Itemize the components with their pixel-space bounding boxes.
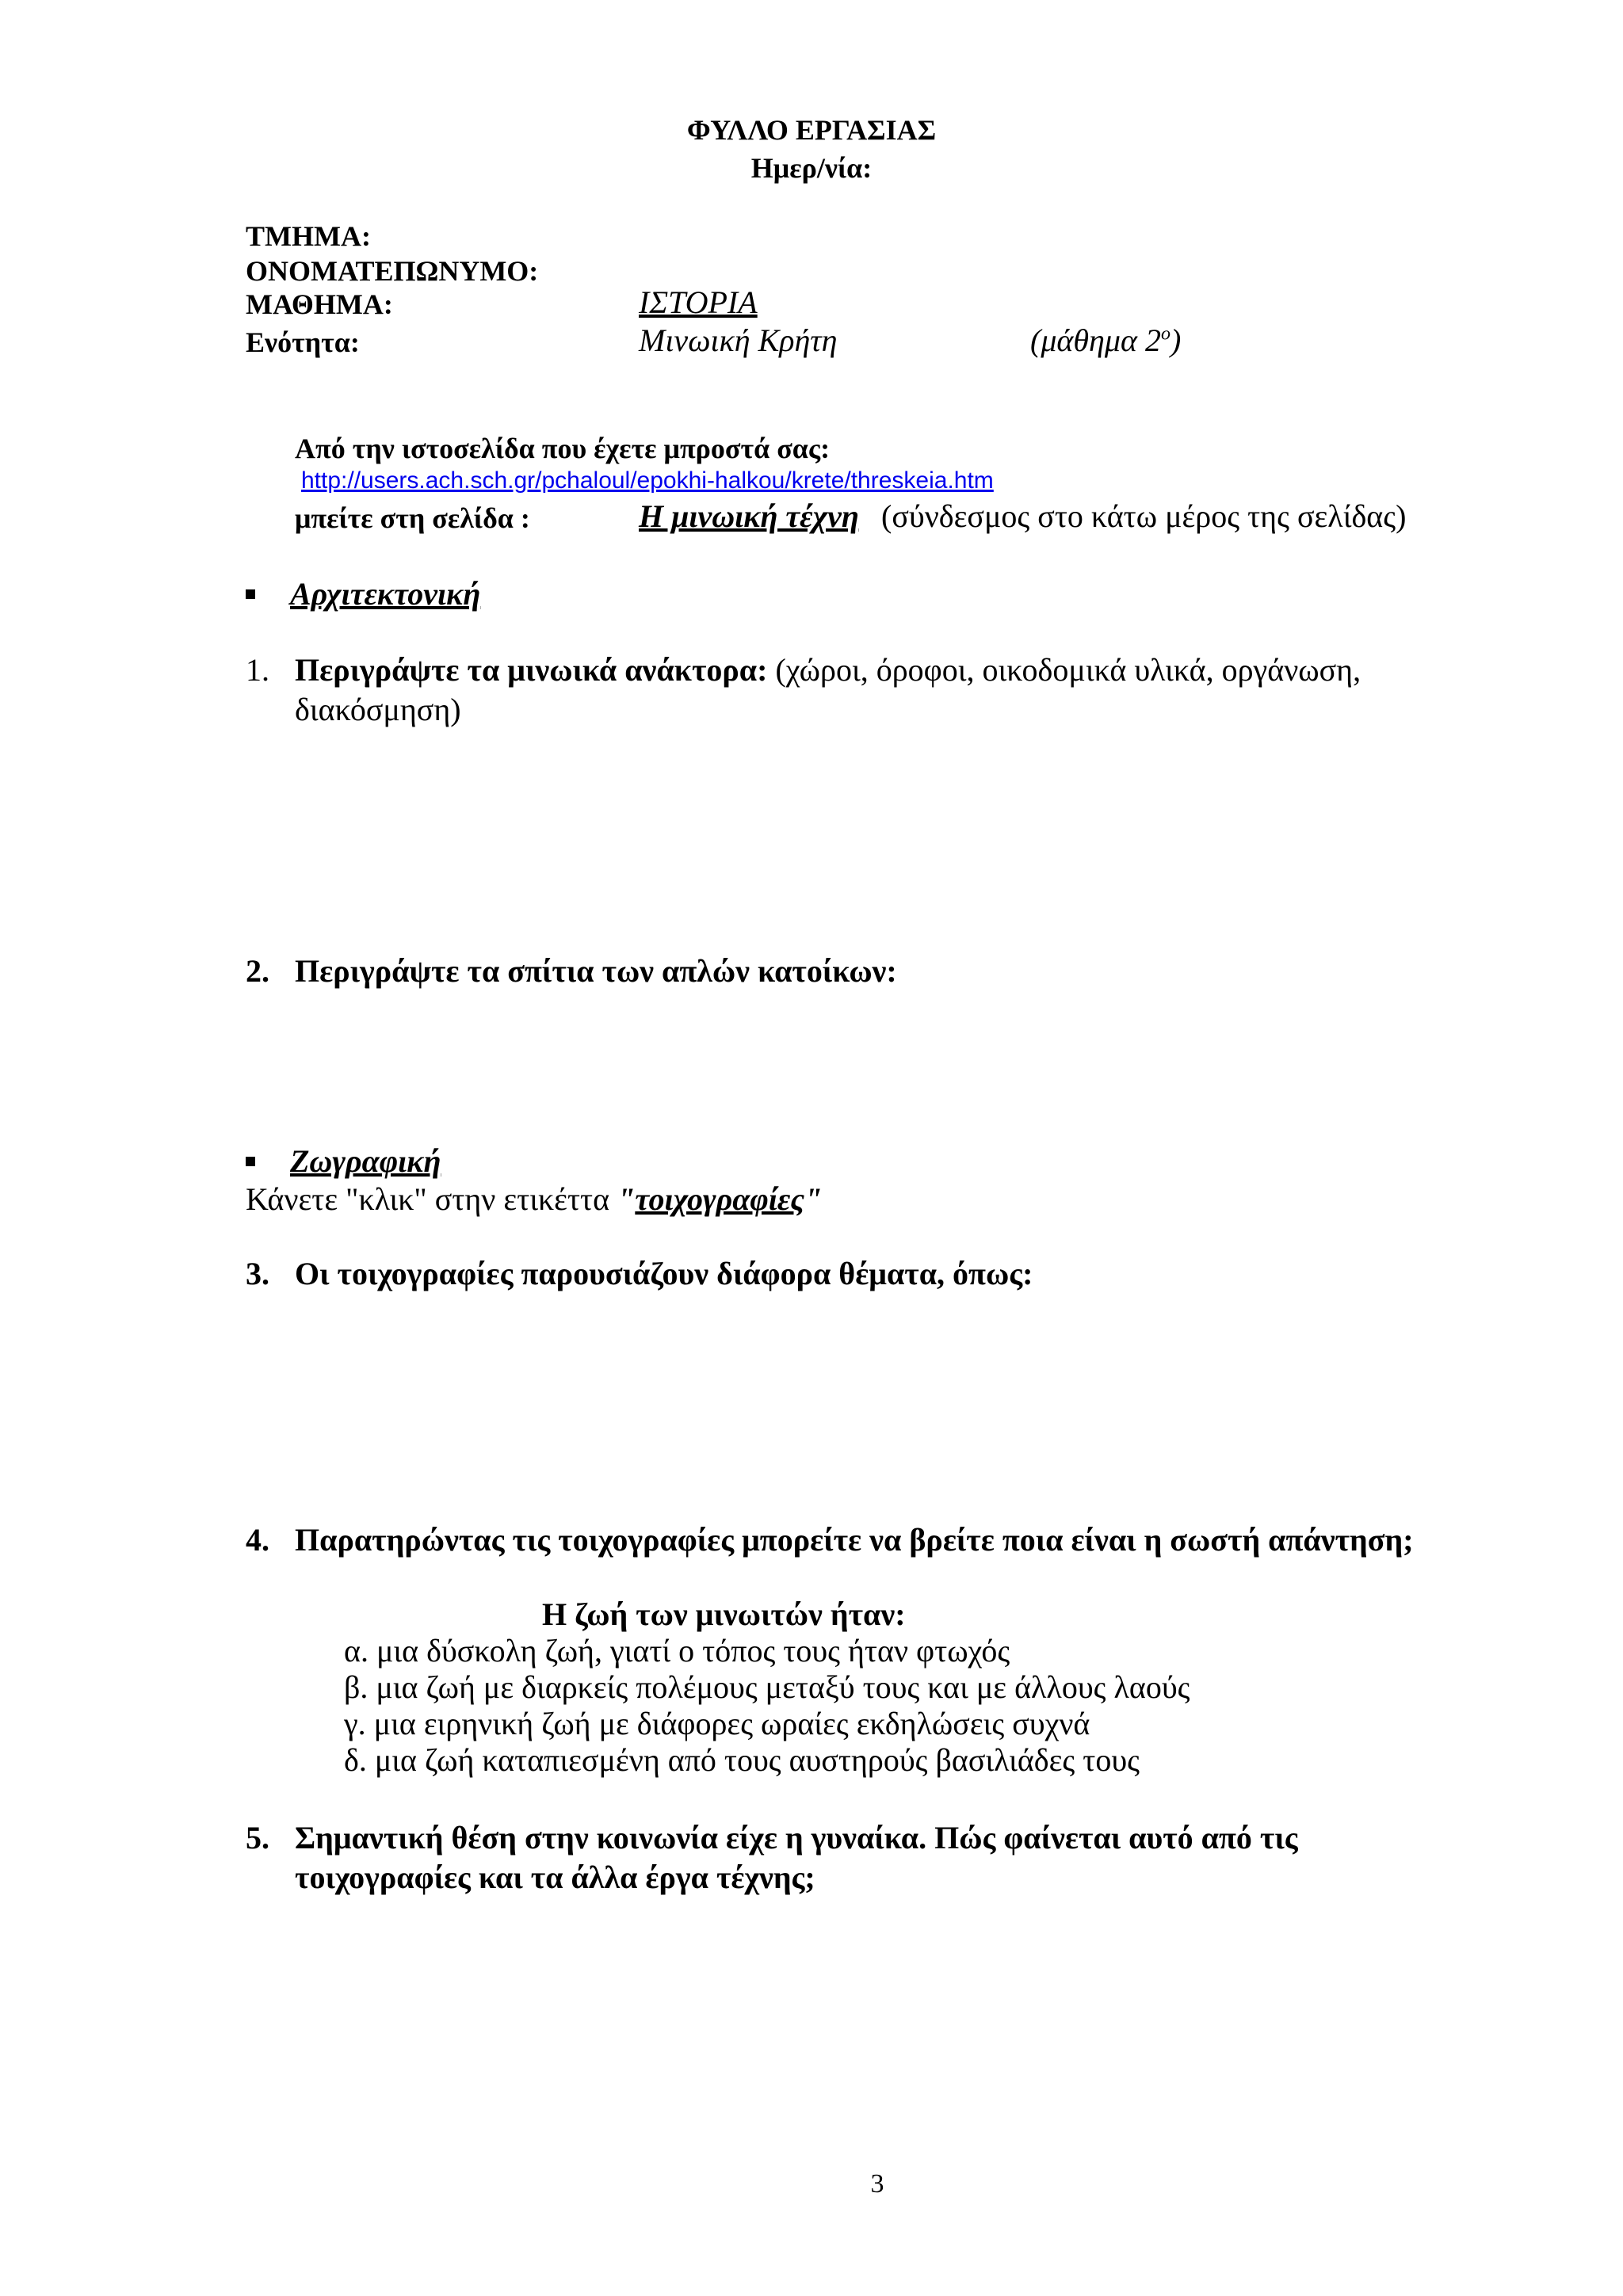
unit-value: Μινωική Κρήτη [639,322,838,358]
go-to-page-label: μπείτε στη σελίδα : [295,502,530,534]
section-architecture [246,578,480,610]
question-2-prompt: Περιγράψτε τα σπίτια των απλών κατοίκων: [295,953,897,989]
lesson-number: (μάθημα $2^o$) [1030,322,1182,358]
question-1-prompt: Περιγράψτε τα μινωικά ανάκτορα: [295,652,768,688]
question-4-subheading: Η ζωή των μινωιτών ήταν: [542,1596,906,1632]
question-3-prompt: Οι τοιχογραφίες παρουσιάζουν διάφορα θέματα, όπως: [295,1256,1033,1291]
bullet-icon [246,589,255,599]
frescoes-tag: "τοιχογραφίες" [617,1181,823,1217]
painting-instruction-text: Κάνετε "κλικ" στην ετικέττα [246,1181,618,1217]
question-5 [246,1822,1298,1854]
question-2-number: 2. [246,953,269,989]
intro-from-site: Από την ιστοσελίδα που έχετε μπροστά σας: [295,433,831,464]
subject-value: ΙΣΤΟΡΙΑ [639,284,758,320]
question-1-hint-line2: διακόσμηση) [295,692,461,727]
question-4-option-d: δ. μια ζωή καταπιεσμένη από τους αυστηρούς βασιλιάδες τους [344,1742,1140,1778]
question-5-prompt: Σημαντική θέση στην κοινωνία είχε η γυναίκα. Πώς φαίνεται αυτό από τις [295,1820,1298,1855]
section-painting [246,1143,441,1179]
unit-label: Ενότητα: [246,326,360,358]
page-link-note: (σύνδεσμος στο κάτω μέρος της σελίδας) [881,498,1407,534]
question-2 [246,955,897,987]
name-label: ΟΝΟΜΑΤΕΠΩΝΥΜΟ: [246,255,539,287]
question-4 [246,1524,1414,1556]
question-1-hint: (χώροι, όροφοι, οικοδομικά υλικά, οργάνωση, [767,652,1361,688]
painting-instruction [246,1181,823,1217]
date-label: Ημερ/νία: [750,152,873,184]
subject-label: ΜΑΘΗΜΑ: [246,288,393,320]
section-painting-heading: Ζωγραφική [290,1143,441,1179]
question-4-option-b: β. μια ζωή με διαρκείς πολέμους μεταξύ τους και με άλλους λαούς [344,1669,1190,1705]
question-4-prompt: Παρατηρώντας τις τοιχογραφίες μπορείτε να βρείτε ποια είναι η σωστή απάντηση; [295,1522,1414,1558]
question-5-prompt-line2: τοιχογραφίες και τα άλλα έργα τέχνης; [295,1859,815,1895]
page-number: 3 [870,2169,884,2199]
section-architecture-heading: Αρχιτεκτονική [290,576,481,612]
question-3-number: 3. [246,1256,269,1291]
minoan-art-page-link[interactable]: Η μινωική τέχνη [639,498,859,534]
source-url-link[interactable]: http://users.ach.sch.gr/pchaloul/epokhi-halkou/krete/threskeia.htm [301,467,994,494]
question-4-option-a: α. μια δύσκολη ζωή, γιατί ο τόπος τους ήταν φτωχός [344,1633,1010,1669]
question-3 [246,1258,1033,1290]
bullet-icon [246,1157,255,1166]
class-label: ΤΜΗΜΑ: [246,220,371,252]
question-1 [246,654,1361,686]
worksheet-title: ΦΥΛΛΟ ΕΡΓΑΣΙΑΣ [686,114,937,146]
question-4-number: 4. [246,1522,269,1558]
question-1-number: 1. [246,652,269,688]
question-5-number: 5. [246,1820,269,1855]
question-4-option-c: γ. μια ειρηνική ζωή με διάφορες ωραίες εκδηλώσεις συχνά [344,1706,1090,1741]
